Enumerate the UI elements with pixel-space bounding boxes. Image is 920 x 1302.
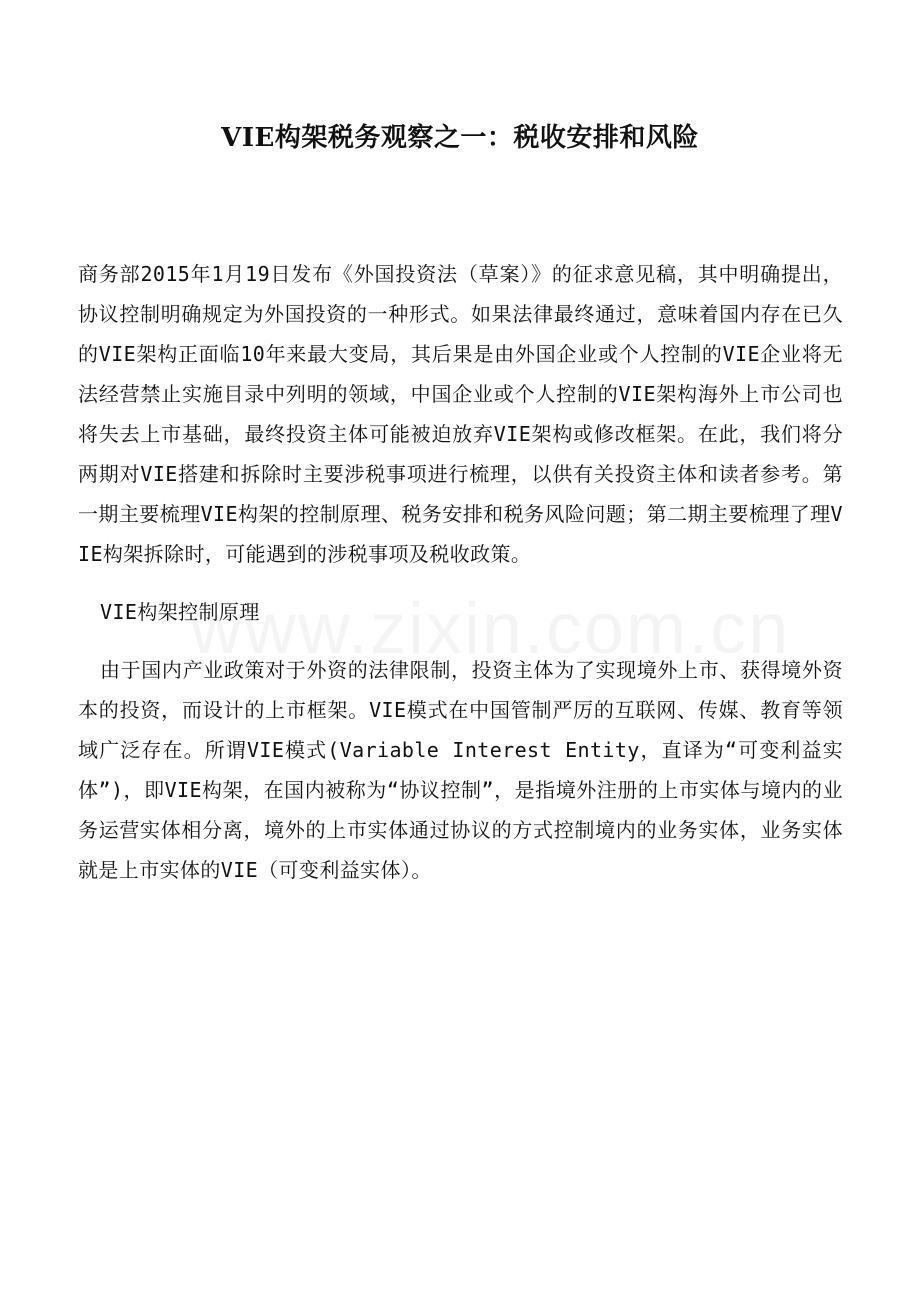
document-title: VIE构架税务观察之一：税收安排和风险 <box>221 123 699 153</box>
paragraph-intro: 商务部2015年1月19日发布《外国投资法（草案）》的征求意见稿，其中明确提出，协议控制明确规定为外国投资的一种形式。如果法律最终通过，意味着国内存在已久的VIE架构正面临10年来最大变局，其后果是由外国企业或个人控制的VIE企业将无法经营禁止实施目录中列明的领域，中国企业或个人控制的VIE架构海外上市公司也将失去上市基础，最终投资主体可能被迫放弃VIE架构或修改框架。在此，我们将分两期对VIE搭建和拆除时主要涉税事项进行梳理，以供有关投资主体和读者参考。第一期主要梳理VIE构架的控制原理、税务安排和税务风险问题；第二期主要梳理了理VIE构架拆除时，可能遇到的涉税事项及税收政策。 <box>78 262 843 566</box>
section-heading-control-principle: VIE构架控制原理 <box>100 600 260 624</box>
document-body <box>78 254 843 908</box>
paragraph-vie-definition: 由于国内产业政策对于外资的法律限制，投资主体为了实现境外上市、获得境外资本的投资，而设计的上市框架。VIE模式在中国管制严厉的互联网、传媒、教育等领域广泛存在。所谓VIE模式(Variable Interest Entity，直译为“可变利益实体”)，即VIE构架，在国内被称为“协议控制”，是指境外注册的上市实体与境内的业务运营实体相分离，境外的上市实体通过协议的方式控制境内的业务实体，业务实体就是上市实体的VIE（可变利益实体）。 <box>78 658 843 882</box>
